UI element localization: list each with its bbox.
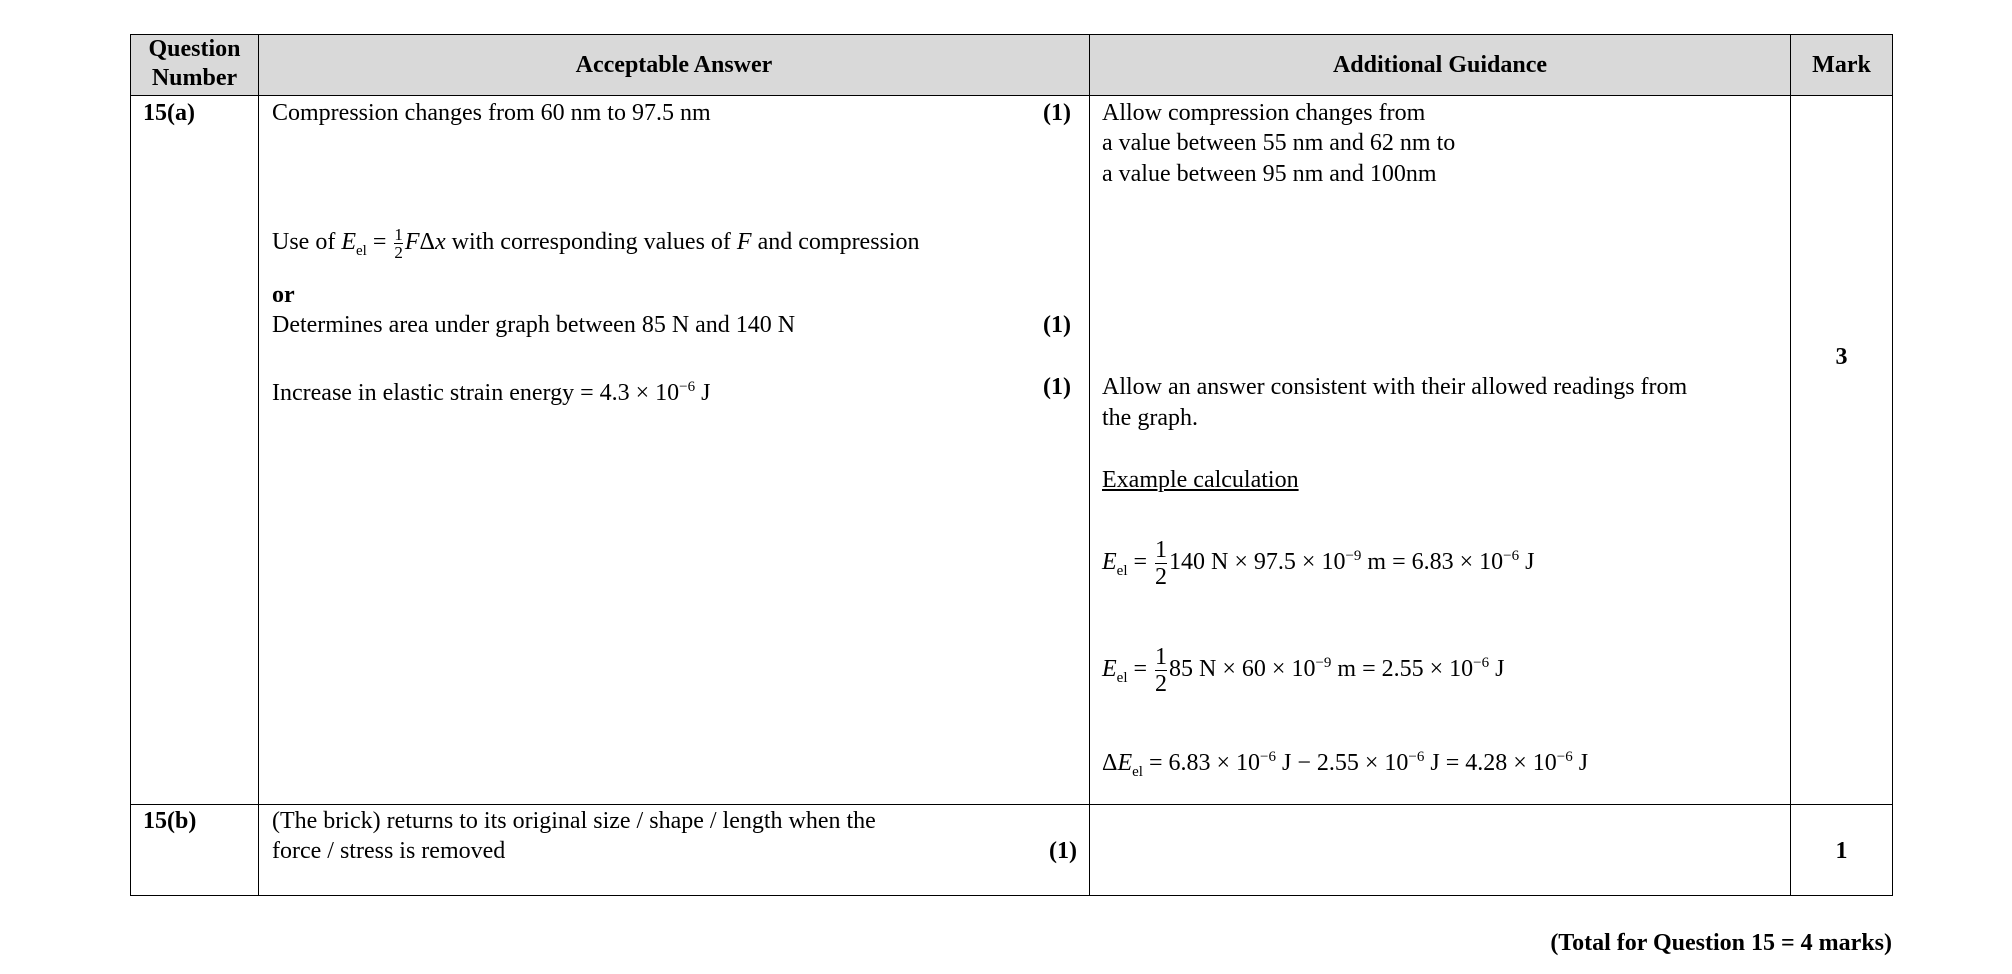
- equation-text: J: [1489, 656, 1505, 682]
- header-mark: Mark: [1812, 52, 1871, 78]
- header-additional-guidance: Additional Guidance: [1332, 52, 1548, 78]
- guidance-text: a value between 95 nm and 100nm: [1102, 161, 1437, 187]
- guidance-text: the graph.: [1102, 405, 1198, 431]
- exponent: −6: [1473, 655, 1490, 671]
- equation-text: 85 N × 60 × 10: [1169, 656, 1316, 682]
- answer-text: force / stress is removed: [272, 838, 506, 864]
- row-mark: 3: [1835, 344, 1848, 370]
- exponent: −6: [679, 379, 696, 395]
- header-acceptable-answer: Acceptable Answer: [575, 52, 773, 78]
- equation-text: J = 4.28 × 10: [1424, 750, 1557, 776]
- answer-mark: (1): [1043, 374, 1071, 400]
- equation-text: m = 6.83 × 10: [1361, 549, 1504, 575]
- equation-text: 140 N × 97.5 × 10: [1169, 549, 1346, 575]
- answer-text: F: [736, 229, 752, 255]
- answer-text: Determines area under graph between 85 N and 140 N: [272, 312, 796, 338]
- answer-text: Compression changes from 60 nm to 97.5 nm: [272, 100, 711, 126]
- equation-text: m = 2.55 × 10: [1331, 656, 1474, 682]
- exponent: −6: [1556, 749, 1573, 765]
- divider: [1892, 34, 1893, 896]
- divider: [130, 895, 1893, 896]
- equation-text: J: [1519, 549, 1535, 575]
- answer-mark: (1): [1049, 838, 1077, 864]
- question-number: 15(b): [143, 808, 197, 834]
- answer-text: with corresponding values of: [445, 229, 737, 255]
- total-marks: (Total for Question 15 = 4 marks): [1550, 930, 1892, 956]
- answer-text: J: [695, 380, 711, 406]
- answer-text: and compression: [751, 229, 920, 255]
- equation-2: $E_{el}$ = $\frac{1}{2}$ 85 $N \times 60 \times 10^{-9}$ $m = 2.55 \times 10^{-6}$ J: [1102, 643, 1505, 697]
- equation-text: = 6.83 × 10: [1142, 750, 1261, 776]
- divider: [258, 34, 259, 896]
- exponent: −9: [1345, 548, 1362, 564]
- answer-mark: (1): [1043, 100, 1071, 126]
- answer-formula: Use of $E_{el}$ = $\frac{1}{2}$ FΔx with corresponding values of F and compression: [272, 224, 920, 262]
- fraction-half: $\frac{1}{2}$: [394, 224, 403, 262]
- exponent: −6: [1408, 749, 1425, 765]
- header-question-number: Question Number: [148, 36, 241, 91]
- or-label: or: [272, 282, 295, 308]
- guidance-text: Allow compression changes from: [1102, 100, 1426, 126]
- exponent: −9: [1315, 655, 1332, 671]
- equation-3: $\Delta E_{el} = 6.83 \times 10^{-6}$ $J - 2.55 \times 10^{-6}$ $J = 4.28 \times 10^{-6}$ J: [1102, 749, 1589, 780]
- divider: [130, 95, 1893, 96]
- answer-text: Use of: [272, 229, 342, 255]
- fraction-half: $\frac{1}{2}$: [1155, 643, 1168, 697]
- fraction-half: $\frac{1}{2}$: [1155, 536, 1168, 590]
- exponent: −6: [1503, 548, 1520, 564]
- guidance-text: Allow an answer consistent with their allowed readings from: [1102, 374, 1688, 400]
- divider: [130, 804, 1893, 805]
- equation-1: $E_{el}$ = $\frac{1}{2}$ 140 $N \times 97.5 \times 10^{-9}$ $m = 6.83 \times 10^{-6}$ J: [1102, 536, 1535, 590]
- divider: [130, 34, 131, 896]
- answer-text: (The brick) returns to its original size / shape / length when the: [272, 808, 876, 834]
- exponent: −6: [1260, 749, 1276, 765]
- answer-text: Increase in elastic strain energy = 4.3 × 10: [272, 380, 680, 406]
- equation-text: J: [1572, 750, 1589, 776]
- divider: [130, 34, 1893, 35]
- guidance-text: a value between 55 nm and 62 nm to: [1102, 130, 1456, 156]
- divider: [1089, 34, 1090, 896]
- answer-text: [272, 372, 710, 408]
- answer-mark: (1): [1043, 312, 1071, 338]
- example-heading: Example calculation: [1102, 467, 1299, 493]
- equation-text: J − 2.55 × 10: [1275, 750, 1409, 776]
- question-number: 15(a): [143, 100, 195, 126]
- row-mark: 1: [1835, 838, 1848, 864]
- divider: [1790, 34, 1791, 896]
